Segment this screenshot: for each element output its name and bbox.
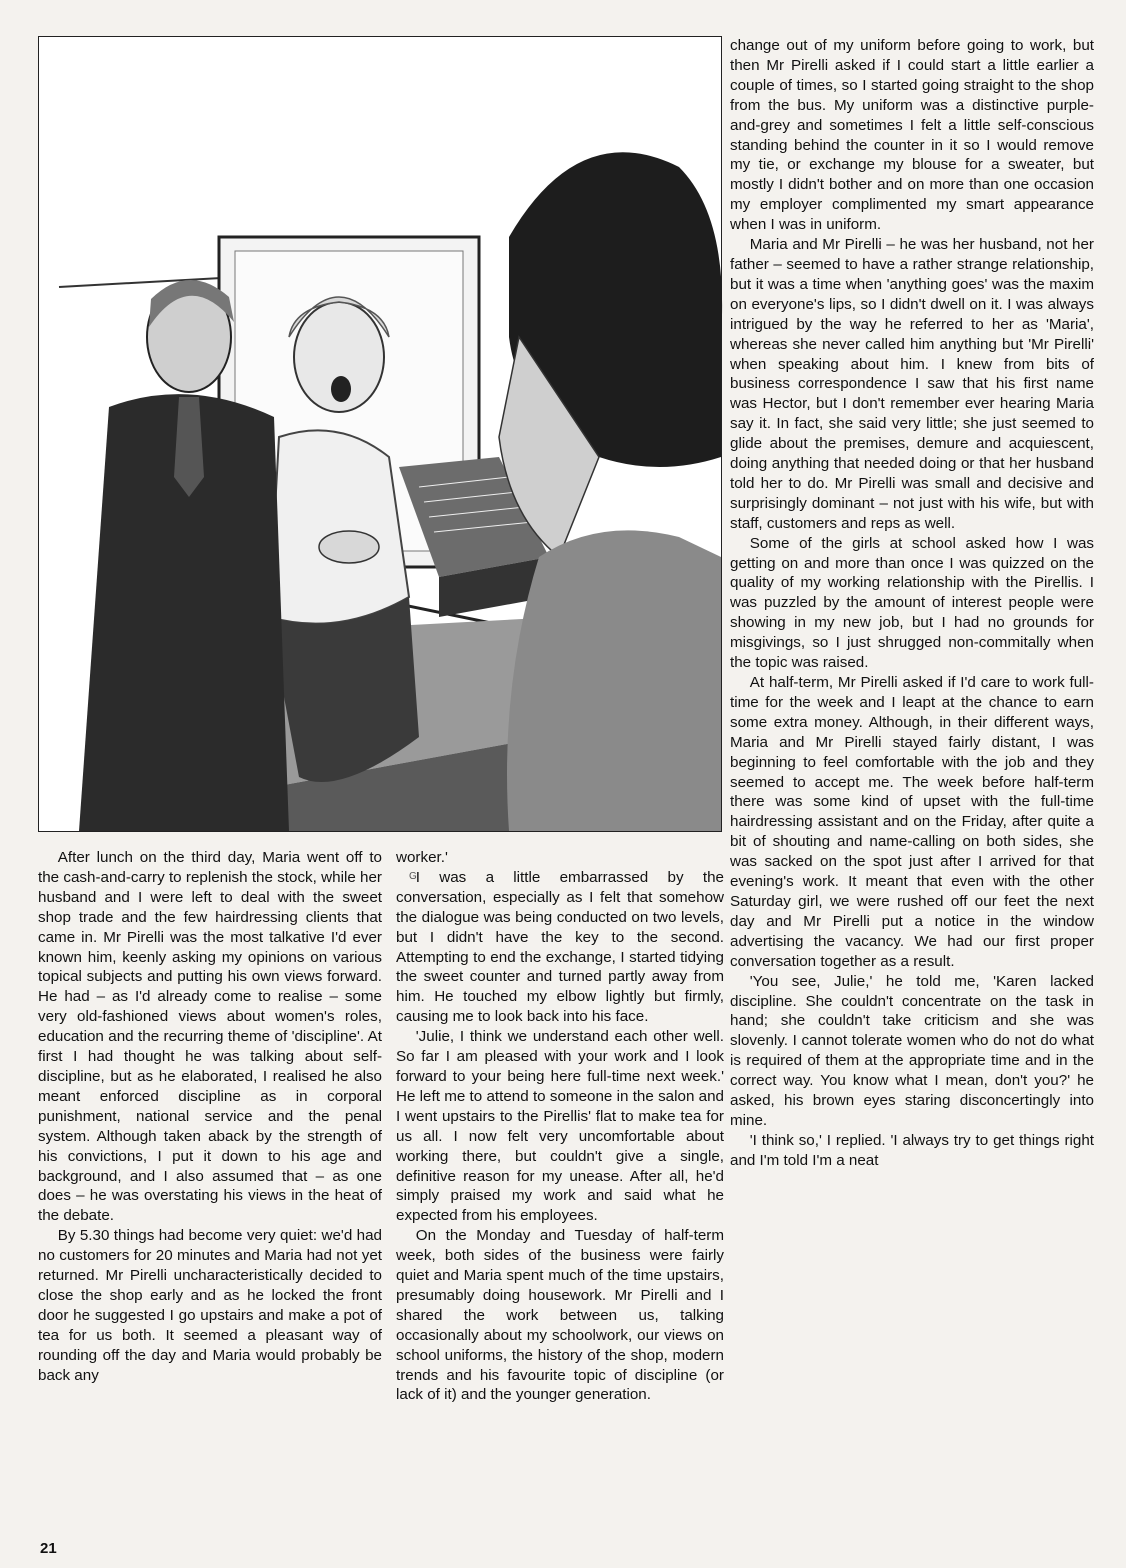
paragraph: Some of the girls at school asked how I was getting on and more than once I was quizzed on the quality of my working relationship with the Pirellis. I was puzzled by the amount of interest people were showing in my new job, but I had no grounds for misgivings, so I just shrugged non-commitally when the topic was raised. [730,534,1094,672]
text-column-right [730,36,1094,1526]
paragraph: On the Monday and Tuesday of half-term week, both sides of the business were fairly quiet and Maria spent much of the time upstairs, presumably doing housework. Mr Pirelli and I shared the work between us, talking occasionally about my schoolwork, our views on school uniforms, the history of the shop, modern trends and his favourite topic of discipline (or lack of it) and the younger generation. [396,1227,724,1404]
paragraph: worker.' [396,849,448,866]
paragraph: change out of my uniform before going to work, but then Mr Pirelli asked if I could start a little earlier a couple of times, so I started going straight to the shop from the bus. My uniform was a distinctive purple-and-grey and sometimes I felt a little self-conscious standing behind the counter in it so I would remove my tie, or exchange my blouse for a sweater, but mostly I didn't bother and on more than one occasion my employer complimented my smart appearance when I was in uniform. [730,37,1094,234]
paragraph: By 5.30 things had become very quiet: we'd had no customers for 20 minutes and Maria had not yet returned. Mr Pirelli uncharacteristically decided to close the shop early and as he locked the front door he suggested I go upstairs and make a pot of tea for us both. It seemed a pleasant way of rounding off the day and Maria would probably be back any [38,1227,382,1384]
paragraph: At half-term, Mr Pirelli asked if I'd care to work full-time for the week and I leapt at the chance to earn some extra money. Although, in their different ways, Maria and Mr Pirelli stayed fairly distant, I was beginning to feel comfortable with the job and they seemed to accept me. The week before half-term there was some kind of upset with the full-time hairdressing assistant and on the Friday, after quite a bit of shouting and name-calling on both sides, she was sacked on the spot just after I arrived for that evening's work. It meant that even with the other Saturday girl, we were rushed off our feet the next day and Mr Pirelli put a notice in the window advertising the vacancy. We had our first proper conversation together as a result. [730,674,1094,970]
illustration-drawing [39,37,721,831]
artist-signature: G [409,871,417,882]
text-column-middle [396,848,724,1528]
text-column-left [38,848,382,1528]
paragraph: 'You see, Julie,' he told me, 'Karen lacked discipline. She couldn't concentrate on the task in hand; she couldn't take criticism and she was slovenly. I cannot tolerate women who do not do what is required of them at the appropriate time and in the correct way. You know what I mean, don't you?' he asked, his brown eyes staring disconcertingly into mine. [730,972,1094,1129]
paragraph: 'Julie, I think we understand each other well. So far I am pleased with your work and I look forward to your being here full-time next week.' He left me to attend to someone in the salon and I went upstairs to the Pirellis' flat to make tea for us all. I now felt very uncomfortable about working there, but couldn't give a single, definitive reason for my unease. After all, he'd simply praised my work and said what he expected from his employees. [396,1028,724,1225]
paragraph: I was a little embarrassed by the conversation, especially as I felt that somehow the dialogue was being conducted on two levels, but I didn't have the key to the second. Attempting to end the exchange, I started tidying the sweet counter and turned partly away from him. He touched my elbow lightly but firmly, causing me to look back into his face. [396,868,724,1026]
paragraph: Maria and Mr Pirelli – he was her husband, not her father – seemed to have a rather strange relationship, but it was a time when 'anything goes' was the maxim on everyone's lips, so I didn't dwell on it. I was always intrigued by the way he referred to her as 'Maria', whereas she never called him anything but 'Mr Pirelli' when speaking about him. I knew from bits of business correspondence I saw that his first name was Hector, but I don't remember ever hearing Maria say it. In fact, she said very little; she just seemed to glide about the premises, demure and acquiescent, doing anything that needed doing or that her husband told her to do. Mr Pirelli was small and decisive and surprisingly dominant – not just with his wife, but with staff, customers and reps as well. [730,236,1094,532]
paragraph: 'I think so,' I replied. 'I always try to get things right and I'm told I'm a neat [730,1131,1094,1169]
paragraph: After lunch on the third day, Maria went off to the cash-and-carry to replenish the stock, while her husband and I were left to deal with the sweet shop trade and the few hairdressing clients that came in. Mr Pirelli was the most talkative I'd ever known him, keenly asking my opinions on various topical subjects and putting his own views forward. He had – as I'd already come to realise – some very old-fashioned views about women's roles, education and the recurring theme of 'discipline'. At first I had thought he was talking about self-discipline, but as he elaborated, I realised he also meant enforced discipline as in corporal punishment, national service and the penal system. Although taken aback by the strength of his convictions, I put it down to his age and background, and I also assumed that – as one does – he was overstating his views in the heat of the debate. [38,849,382,1225]
page-number: 21 [40,1540,57,1557]
